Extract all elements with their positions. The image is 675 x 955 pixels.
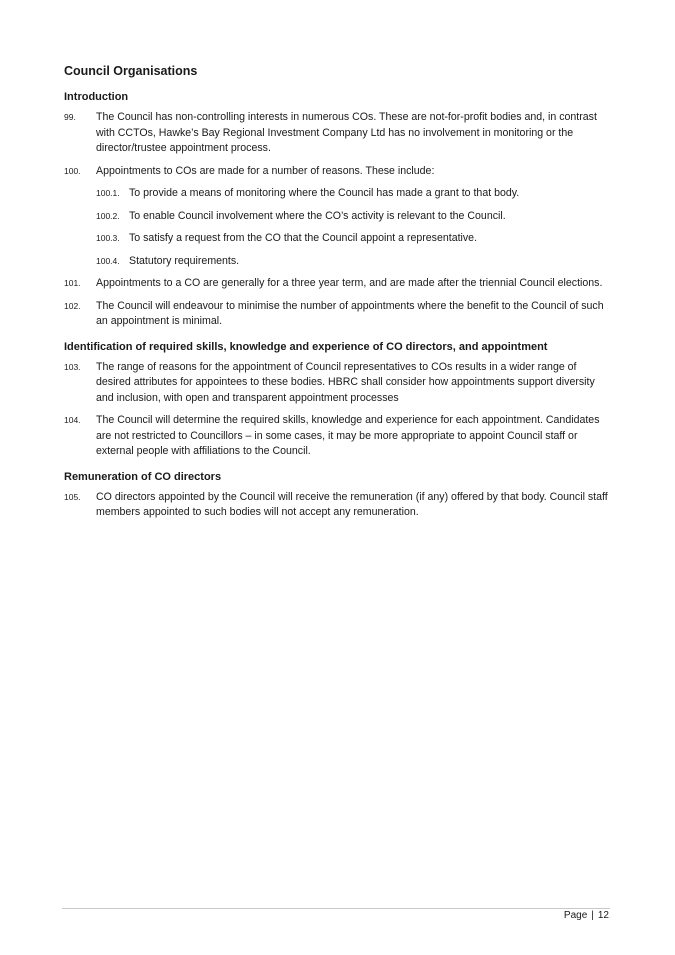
paragraph-103 xyxy=(64,360,611,407)
page-footer xyxy=(564,910,609,921)
paragraph-number: 102. xyxy=(64,300,81,311)
subparagraph-text: Statutory requirements. xyxy=(129,254,240,267)
paragraph-101 xyxy=(64,276,611,292)
paragraph-105 xyxy=(64,490,611,521)
paragraph-text: The range of reasons for the appointment of Council representatives to COs results in a wider range of desired attributes for appointees to these bodies. HBRC shall consider how appointments support diversity and inclusion, with open and transparent appointment processes xyxy=(96,360,595,404)
subparagraph-number: 100.2. xyxy=(96,210,120,221)
section-heading-remuneration: Remuneration of CO directors xyxy=(64,470,222,483)
subparagraph-number: 100.1. xyxy=(96,188,120,198)
subparagraph-100-3 xyxy=(96,231,611,247)
paragraph-number: 101. xyxy=(64,278,81,288)
paragraph-number: 104. xyxy=(64,415,81,425)
subparagraph-100-2 xyxy=(96,209,611,225)
paragraph-text: Appointments to a CO are generally for a three year term, and are made after the triennial Council elections. xyxy=(96,277,603,289)
paragraph-text: Appointments to COs are made for a number of reasons. These include: xyxy=(96,164,435,177)
paragraph-number: 105. xyxy=(64,491,81,502)
paragraph-text: The Council will determine the required skills, knowledge and experience for each appointment. Candidates are not restricted to Councillors – in some cases, it may be more appropriate to appoint Council staff or external people with affiliations to the Council. xyxy=(96,414,600,457)
section-heading-identification: Identification of required skills, knowledge and experience of CO directors, and appointment xyxy=(64,340,548,353)
section-heading-introduction: Introduction xyxy=(64,91,129,103)
subparagraph-text: To provide a means of monitoring where the Council has made a grant to that body. xyxy=(129,187,520,199)
paragraph-text: The Council has non-controlling interests in numerous COs. These are not-for-profit bodies and, in contrast with CCTOs, Hawke’s Bay Regional Investment Company Ltd has no involvement in monitoring or the director/trustee appointment process. xyxy=(96,111,597,154)
paragraph-102 xyxy=(64,299,611,330)
subparagraph-100-1 xyxy=(96,186,611,202)
subparagraph-text: To satisfy a request from the CO that the Council appoint a representative. xyxy=(129,232,478,244)
footer-page-number: 12 xyxy=(597,910,609,921)
footer-page-label: Page xyxy=(563,910,588,921)
paragraph-99 xyxy=(64,110,611,157)
paragraph-number: 100. xyxy=(64,165,81,176)
paragraph-number: 99. xyxy=(64,112,76,122)
footer-divider xyxy=(62,908,610,909)
paragraph-number: 103. xyxy=(64,361,81,372)
subparagraph-number: 100.4. xyxy=(96,255,120,266)
page-title: Council Organisations xyxy=(64,64,198,78)
document-page xyxy=(64,64,611,528)
paragraph-text: CO directors appointed by the Council will receive the remuneration (if any) offered by that body. Council staff members appointed to such bodies will not accept any remuneration. xyxy=(96,490,608,518)
paragraph-104 xyxy=(64,413,611,460)
paragraph-text: The Council will endeavour to minimise the number of appointments where the benefit to the Council of such an appointment is minimal. xyxy=(96,299,604,327)
footer-separator: | xyxy=(591,910,594,921)
paragraph-100 xyxy=(64,164,611,180)
subparagraph-text: To enable Council involvement where the CO’s activity is relevant to the Council. xyxy=(129,209,506,222)
subparagraph-number: 100.3. xyxy=(96,233,120,243)
subparagraph-100-4 xyxy=(96,254,611,270)
